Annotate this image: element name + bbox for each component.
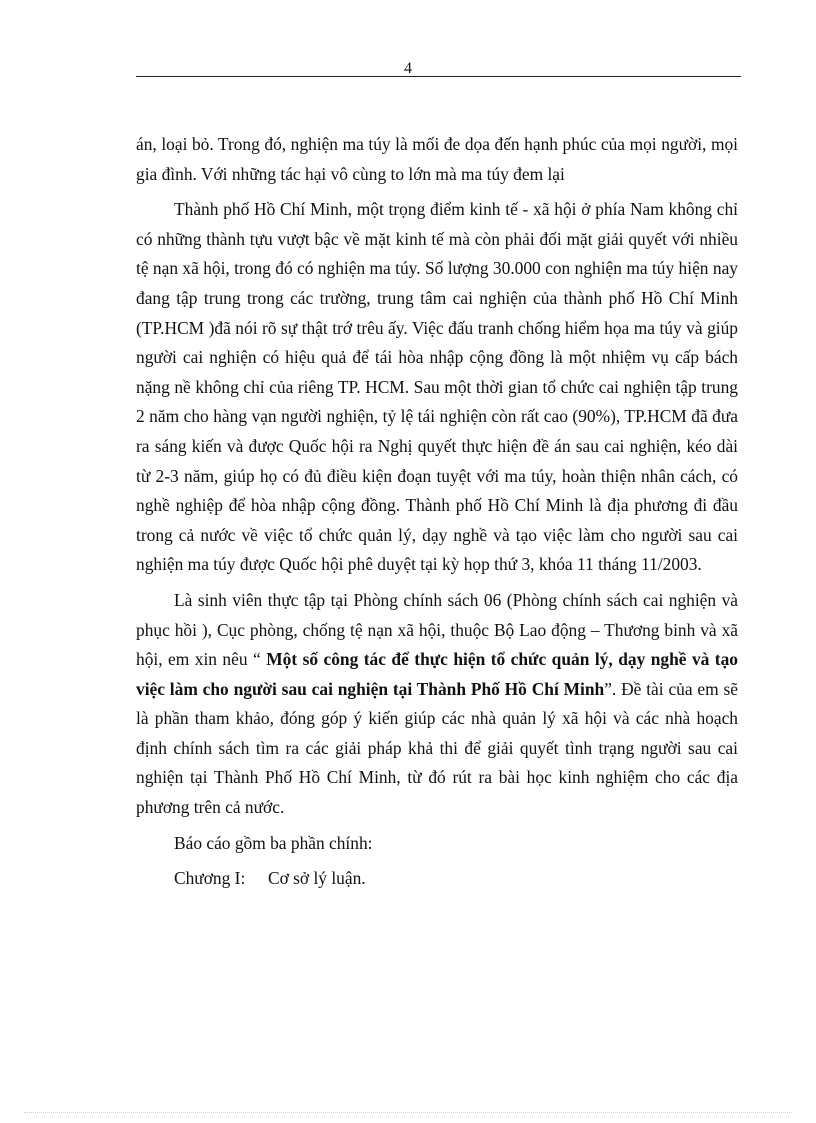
footer-dotted-line <box>24 1112 792 1113</box>
paragraph-2: Thành phố Hồ Chí Minh, một trọng điểm kinh tế - xã hội ở phía Nam không chỉ có những thành tựu vượt bậc về mặt kinh tế mà còn phải đối mặt giải quyết với nhiều tệ nạn xã hội, trong đó có nghiện ma túy. Số lượng 30.000 con nghiện ma túy hiện nay đang tập trung trong các trường, trung tâm cai nghiện của thành phố Hồ Chí Minh (TP.HCM )đã nói rõ sự thật trớ trêu ấy. Việc đấu tranh chống hiểm họa ma túy và giúp người cai nghiện có hiệu quả để tái hòa nhập cộng đồng là một nhiệm vụ cấp bách nặng nề không chỉ của riêng TP. HCM. Sau một thời gian tổ chức cai nghiện tập trung 2 năm cho hàng vạn người nghiện, tỷ lệ tái nghiện còn rất cao (90%), TP.HCM đã đưa ra sáng kiến và được Quốc hội ra Nghị quyết thực hiện đề án sau cai nghiện, kéo dài từ 2-3 năm, giúp họ có đủ điều kiện đoạn tuyệt với ma túy, hoàn thiện nhân cách, có nghề nghiệp để hòa nhập cộng đồng. Thành phố Hồ Chí Minh là địa phương đi đầu trong cả nước về việc tổ chức quản lý, dạy nghề và tạo việc làm cho người sau cai nghiện ma túy được Quốc hội phê duyệt tại kỳ họp thứ 3, khóa 11 tháng 11/2003. <box>136 199 738 575</box>
thesis-title: Một số công tác để thực hiện tổ chức quản lý, dạy nghề và tạo việc làm cho người sau cai nghiện tại Thành Phố Hồ Chí Minh <box>136 649 738 699</box>
paragraph-3-start: Là sinh viên thực tập tại Phòng chính sách 06 (Phòng chính sách cai nghiện và phục hồi ), Cục phòng, chống tệ nạn xã hội, thuộc Bộ Lao động – Thương binh và xã hội, em xin nêu “ <box>136 589 738 670</box>
page-number: 4 <box>404 60 412 77</box>
paragraph-3 <box>136 586 738 823</box>
paragraph-3-end: ”. Đề tài của em sẽ là phần tham khảo, đóng góp ý kiến giúp các nhà quản lý xã hội và các nhà hoạch định chính sách tìm ra các giải pháp khả thi để giải quyết tình trạng người sau cai nghiện tại Thành Phố Hồ Chí Minh, từ đó rút ra bài học kinh nghiệm cho các địa phương trên cả nước. <box>136 678 738 818</box>
chapter-1-title: Cơ sở lý luận. <box>268 868 366 889</box>
header-rule <box>136 76 741 77</box>
paragraph-4: Báo cáo gồm ba phần chính: <box>174 832 373 853</box>
paragraph-1: án, loại bỏ. Trong đó, nghiện ma túy là mối đe dọa đến hạnh phúc của mọi người, mọi gia đình. Với những tác hại vô cùng to lớn mà ma túy đem lại <box>136 134 738 184</box>
chapter-1-label: Chương I: <box>174 868 246 889</box>
chapter-1-line <box>136 864 738 894</box>
document-body <box>136 130 738 894</box>
